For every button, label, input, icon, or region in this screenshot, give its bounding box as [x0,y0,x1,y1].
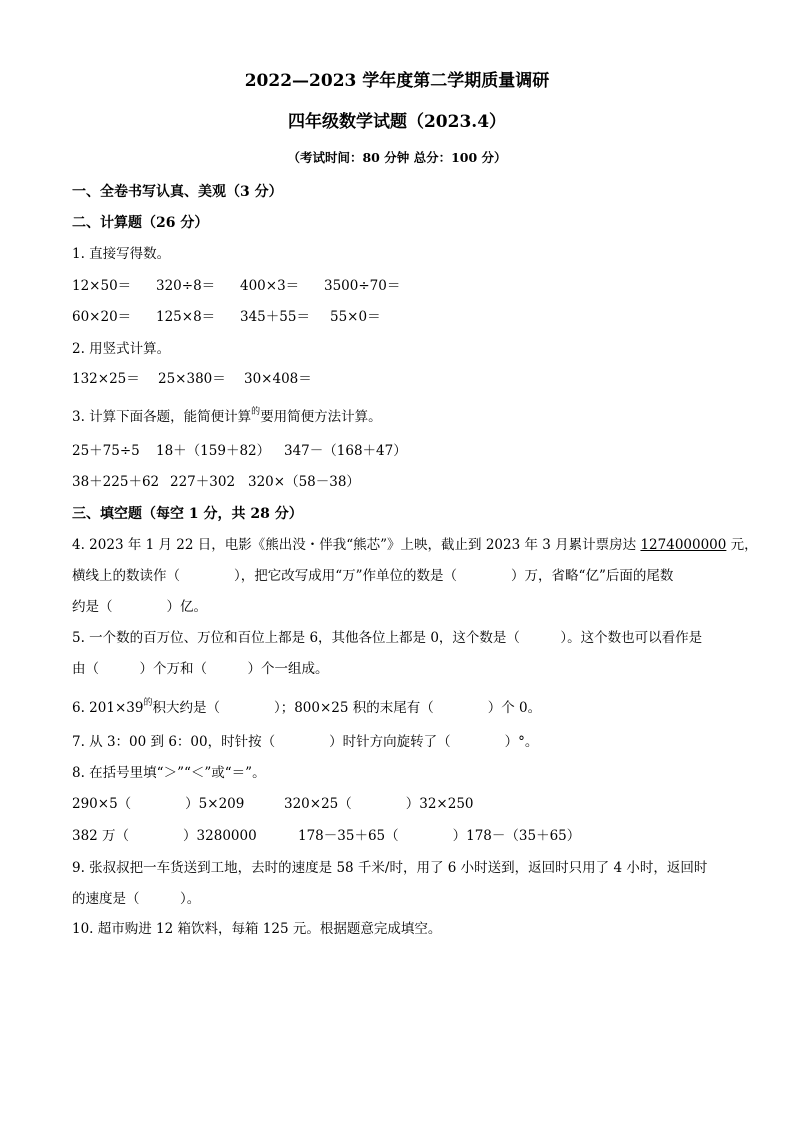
q8-item: 178－35＋65（ ）178－（35＋65） [298,828,581,844]
q3-row1 [72,442,734,460]
q7-line: 7. 从 3：00 到 6：00，时针按（ ）时针方向旋转了（ ）°。 [72,734,539,750]
q1-item: 60×20＝ [72,309,132,325]
exam-title: 2022—2023 学年度第二学期质量调研 [244,71,550,91]
q3-item: 38＋225＋62 [72,474,160,490]
q6-line: 6. $201\times 39^的$积大约是（ ）；800×25 积的末尾有（ ）个 0。 [72,698,542,716]
q1-item: 125×8＝ [156,309,216,325]
q8-row1 [72,795,734,813]
section3-heading: 三、填空题（每空 1 分，共 28 分） [72,506,303,522]
q10-line: 10. 超市购进 12 箱饮料，每箱 125 元。根据题意完成填空。 [72,921,442,937]
q8-row2 [72,827,734,845]
q3-prompt: 3. 计算下面各题，能简便计算$^的$要用简便方法计算。 [72,407,382,425]
q1-item: 320÷8＝ [156,278,216,294]
section2-heading: 二、计算题（26 分） [72,215,209,231]
q3-item: 18＋（159＋82） [156,443,271,459]
q1-item: 345＋55＝ [240,309,310,325]
q8-item: 320×25（ ）32×250 [284,796,474,812]
q8-item: 382 万（ ）3280000 [72,828,257,844]
q4-line3: 约是（ ）亿。 [72,599,207,615]
q3-item: 320×（58－38） [248,474,360,490]
q8-item: 290×5（ ）5×209 [72,796,245,812]
box-office-number: 1274000000 [640,537,727,553]
q2-item: 30×408＝ [244,371,312,387]
q2-item: 25×380＝ [158,371,226,387]
section1-heading: 一、全卷书写认真、美观（3 分） [72,184,283,200]
q4-line2: 横线上的数读作（ ），把它改写成用“万”作单位的数是（ ）万，省略“亿”后面的尾数 [72,568,674,584]
exam-info: （考试时间：80 分钟 总分：100 分） [287,150,507,165]
q1-item: 400×3＝ [240,278,300,294]
q1-item: 12×50＝ [72,278,132,294]
q1-prompt: 1. 直接写得数。 [72,246,171,262]
q1-item: 55×0＝ [330,309,381,325]
q9-line2: 的速度是（ ）。 [72,891,201,907]
q1-row1 [72,277,734,295]
q9-line1: 9. 张叔叔把一车货送到工地，去时的速度是 58 千米/时，用了 6 小时送到，返回时只用了 4 小时，返回时 [72,860,708,876]
q1-item: 3500÷70＝ [324,278,401,294]
q5-line1: 5. 一个数的百万位、万位和百位上都是 6，其他各位上都是 0，这个数是（ ）。这个数也可以看作是 [72,630,703,646]
q5-line2: 由（ ）个万和（ ）个一组成。 [72,661,329,677]
q2-item: 132×25＝ [72,371,140,387]
q3-row2 [72,473,734,491]
q3-item: 227＋302 [170,474,236,490]
q4-line1: 4. 2023 年 1 月 22 日，电影《熊出没・伴我“熊芯”》上映，截止到 2023 年 3 月累计票房达 1274000000 元， [72,537,758,553]
q8-prompt: 8. 在括号里填“＞”“＜”或“＝”。 [72,765,266,781]
q2-row1 [72,370,734,388]
q3-item: 25＋75÷5 [72,443,140,459]
exam-subtitle: 四年级数学试题（2023.4） [287,112,507,132]
q1-row2 [72,308,734,326]
q2-prompt: 2. 用竖式计算。 [72,341,171,357]
q3-item: 347－（168＋47） [284,443,407,459]
